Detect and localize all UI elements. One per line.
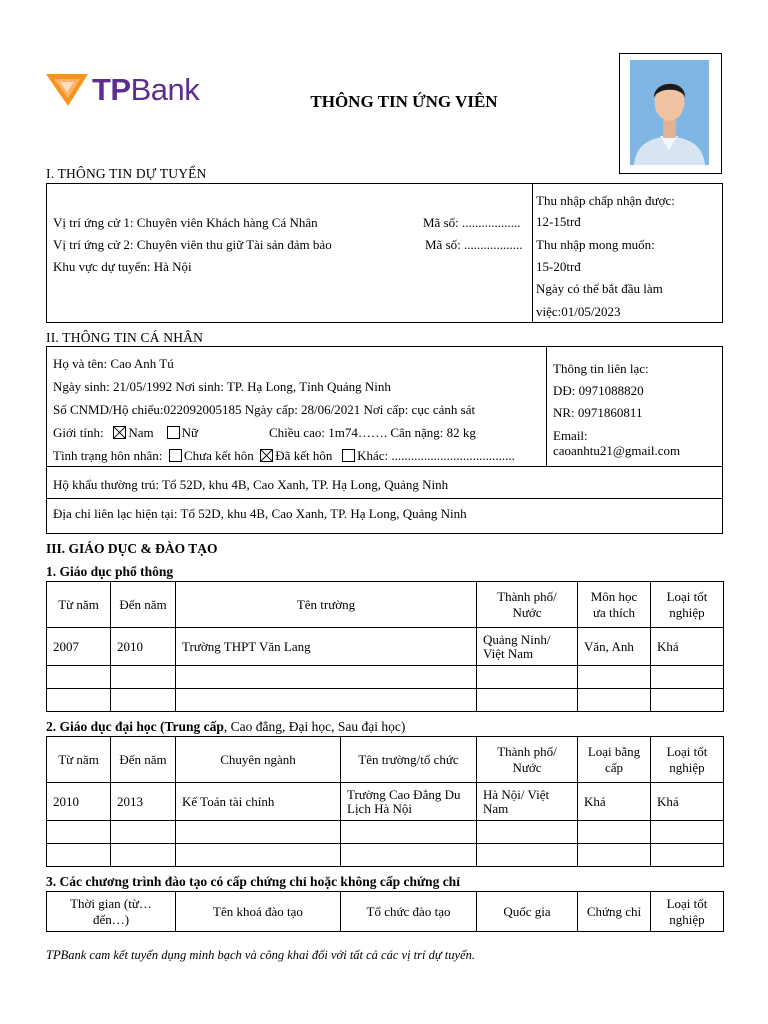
higher-education-table <box>46 736 724 867</box>
email-value: caoanhtu21@gmail.com <box>553 443 681 458</box>
document-title: THÔNG TIN ỨNG VIÊN <box>310 92 498 111</box>
marital-label: Tình trạng hôn nhân: <box>53 448 163 463</box>
permanent-address: Hộ khẩu thường trú: Tổ 52D, khu 4B, Cao Xanh, TP. Hạ Long, Quảng Ninh <box>53 477 449 492</box>
table-header-row <box>47 737 724 783</box>
table-row <box>47 783 724 821</box>
cell-empty <box>651 844 724 867</box>
cell-from-year: 2007 <box>47 628 111 666</box>
col-favorite-subject: Môn học ưa thích <box>578 582 651 628</box>
general-education-table <box>46 581 724 712</box>
section-2-divider <box>546 347 547 466</box>
section-2-hline-2 <box>47 498 722 499</box>
cell-favorite-subject: Văn, Anh <box>578 628 651 666</box>
marital-other-label: Khác: ...................................... <box>357 448 515 463</box>
section-2-box <box>46 346 723 534</box>
section-2-hline-1 <box>47 466 722 467</box>
marital-married-label: Đã kết hôn <box>275 448 333 463</box>
training-table <box>46 891 724 932</box>
income-expect-value: 15-20trđ <box>536 259 581 274</box>
contact-address: Địa chỉ liên lạc hiện tại: Tổ 52D, khu 4B, Cao Xanh, TP. Hạ Long, Quảng Ninh <box>53 506 467 521</box>
section-2-heading: II. THÔNG TIN CÁ NHÂN <box>46 330 204 345</box>
gender-female-checkbox[interactable] <box>167 426 180 439</box>
cell-to-year: 2010 <box>111 628 176 666</box>
cell-empty <box>176 689 477 712</box>
marital-single-label: Chưa kết hôn <box>183 448 254 463</box>
home-phone: NR: 0971860811 <box>553 405 643 420</box>
cell-empty <box>176 844 341 867</box>
table-row <box>47 628 724 666</box>
cell-empty <box>176 666 477 689</box>
income-expect-label: Thu nhập mong muốn: <box>536 237 655 252</box>
higher-education-heading-bold: 2. Giáo dục đại học (Trung cấp <box>46 719 224 734</box>
col-graduation-rank: Loại tốt nghiệp <box>651 892 724 932</box>
cell-empty <box>651 666 724 689</box>
position-2-code: Mã số: .................. <box>425 237 523 252</box>
col-certificate: Chứng chỉ <box>578 892 651 932</box>
birth-info: Ngày sinh: 21/05/1992 Nơi sinh: TP. Hạ Long, Tỉnh Quảng Ninh <box>53 379 391 394</box>
cell-empty <box>111 666 176 689</box>
position-2: Vị trí ứng cử 2: Chuyên viên thu giữ Tài sản đảm bảo <box>53 237 332 252</box>
marital-single-checkbox[interactable] <box>169 449 182 462</box>
cell-graduation-rank: Khá <box>651 628 724 666</box>
id-info: Số CNMD/Hộ chiếu:022092005185 Ngày cấp: 28/06/2021 Nơi cấp: cục cảnh sát <box>53 402 476 417</box>
contact-label: Thông tin liên lạc: <box>553 361 649 376</box>
table-row <box>47 844 724 867</box>
section-1-heading: I. THÔNG TIN DỰ TUYỂN <box>46 166 207 181</box>
table-row <box>47 689 724 712</box>
col-graduation-rank: Loại tốt nghiệp <box>651 582 724 628</box>
cell-empty <box>477 689 578 712</box>
general-education-heading: 1. Giáo dục phổ thông <box>46 564 174 579</box>
higher-education-heading-rest: , Cao đẳng, Đại học, Sau đại học) <box>223 719 406 734</box>
footer-note: TPBank cam kết tuyển dụng minh bạch và công khai đối với tất cả các vị trí dự tuyển. <box>46 948 475 962</box>
cell-empty <box>477 821 578 844</box>
marital-row <box>53 448 515 464</box>
cell-empty <box>578 821 651 844</box>
recruit-region: Khu vực dự tuyển: Hà Nội <box>53 259 192 274</box>
gender-row <box>53 425 198 441</box>
cell-empty <box>111 844 176 867</box>
start-date-label: Ngày có thể bắt đầu làm <box>536 281 663 296</box>
gender-male-checkbox[interactable] <box>113 426 126 439</box>
email-label: Email: <box>553 428 588 443</box>
income-accept-label: Thu nhập chấp nhận được: <box>536 193 675 208</box>
col-training-org: Tổ chức đào tạo <box>341 892 477 932</box>
position-1-code: Mã số: .................. <box>423 215 521 230</box>
table-row <box>47 666 724 689</box>
gender-female-label: Nữ <box>181 425 199 440</box>
col-school-name: Tên trường <box>176 582 477 628</box>
cell-empty <box>111 821 176 844</box>
logo-text-bold: TP <box>92 72 131 107</box>
cell-empty <box>47 689 111 712</box>
cell-empty <box>578 666 651 689</box>
cell-empty <box>111 689 176 712</box>
cell-empty <box>477 844 578 867</box>
cell-empty <box>47 821 111 844</box>
cell-degree-type: Khá <box>578 783 651 821</box>
cell-empty <box>47 666 111 689</box>
training-heading: 3. Các chương trình đào tạo có cấp chứng chỉ hoặc không cấp chứng chỉ <box>46 874 460 889</box>
candidate-photo-frame <box>619 53 722 174</box>
position-1: Vị trí ứng cử 1: Chuyên viên Khách hàng Cá Nhân <box>53 215 318 230</box>
cell-city-country: Hà Nội/ Việt Nam <box>477 783 578 821</box>
marital-other-checkbox[interactable] <box>342 449 355 462</box>
cell-city-country: Quảng Ninh/ Việt Nam <box>477 628 578 666</box>
cell-major: Kế Toán tài chính <box>176 783 341 821</box>
candidate-photo <box>630 60 709 165</box>
cell-graduation-rank: Khá <box>651 783 724 821</box>
section-1-box <box>46 183 723 323</box>
col-to-year: Đến năm <box>111 737 176 783</box>
gender-label: Giới tính: <box>53 425 104 440</box>
table-row <box>47 821 724 844</box>
cell-from-year: 2010 <box>47 783 111 821</box>
logo-text-regular: Bank <box>130 72 200 107</box>
col-to-year: Đến năm <box>111 582 176 628</box>
cell-empty <box>341 821 477 844</box>
higher-education-heading <box>46 719 405 735</box>
col-city-country: Thành phố/ Nước <box>477 737 578 783</box>
cell-school-org: Trường Cao Đẳng Du Lịch Hà Nội <box>341 783 477 821</box>
col-from-year: Từ năm <box>47 582 111 628</box>
cell-empty <box>651 689 724 712</box>
cell-empty <box>47 844 111 867</box>
cell-empty <box>341 844 477 867</box>
full-name: Họ và tên: Cao Anh Tú <box>53 356 174 371</box>
col-major: Chuyên ngành <box>176 737 341 783</box>
col-city-country: Thành phố/ Nước <box>477 582 578 628</box>
cell-to-year: 2013 <box>111 783 176 821</box>
cell-empty <box>578 689 651 712</box>
section-1-divider <box>532 184 533 322</box>
gender-male-label: Nam <box>128 425 154 440</box>
marital-married-checkbox[interactable] <box>260 449 273 462</box>
income-accept-value: 12-15trđ <box>536 214 581 229</box>
cell-empty <box>578 844 651 867</box>
col-course-name: Tên khoá đào tạo <box>176 892 341 932</box>
table-header-row <box>47 582 724 628</box>
col-from-year: Từ năm <box>47 737 111 783</box>
table-header-row <box>47 892 724 932</box>
col-school-org: Tên trường/tổ chức <box>341 737 477 783</box>
start-date-value: việc:01/05/2023 <box>536 304 621 319</box>
cell-empty <box>477 666 578 689</box>
col-country: Quốc gia <box>477 892 578 932</box>
cell-school-name: Trường THPT Văn Lang <box>176 628 477 666</box>
col-degree-type: Loại bằng cấp <box>578 737 651 783</box>
mobile-phone: DĐ: 0971088820 <box>553 383 644 398</box>
cell-empty <box>176 821 341 844</box>
cell-empty <box>651 821 724 844</box>
section-3-heading: III. GIÁO DỤC & ĐÀO TẠO <box>46 541 218 556</box>
col-period: Thời gian (từ… đến…) <box>47 892 176 932</box>
col-graduation-rank: Loại tốt nghiệp <box>651 737 724 783</box>
height-weight: Chiều cao: 1m74……. Cân nặng: 82 kg <box>269 425 476 440</box>
